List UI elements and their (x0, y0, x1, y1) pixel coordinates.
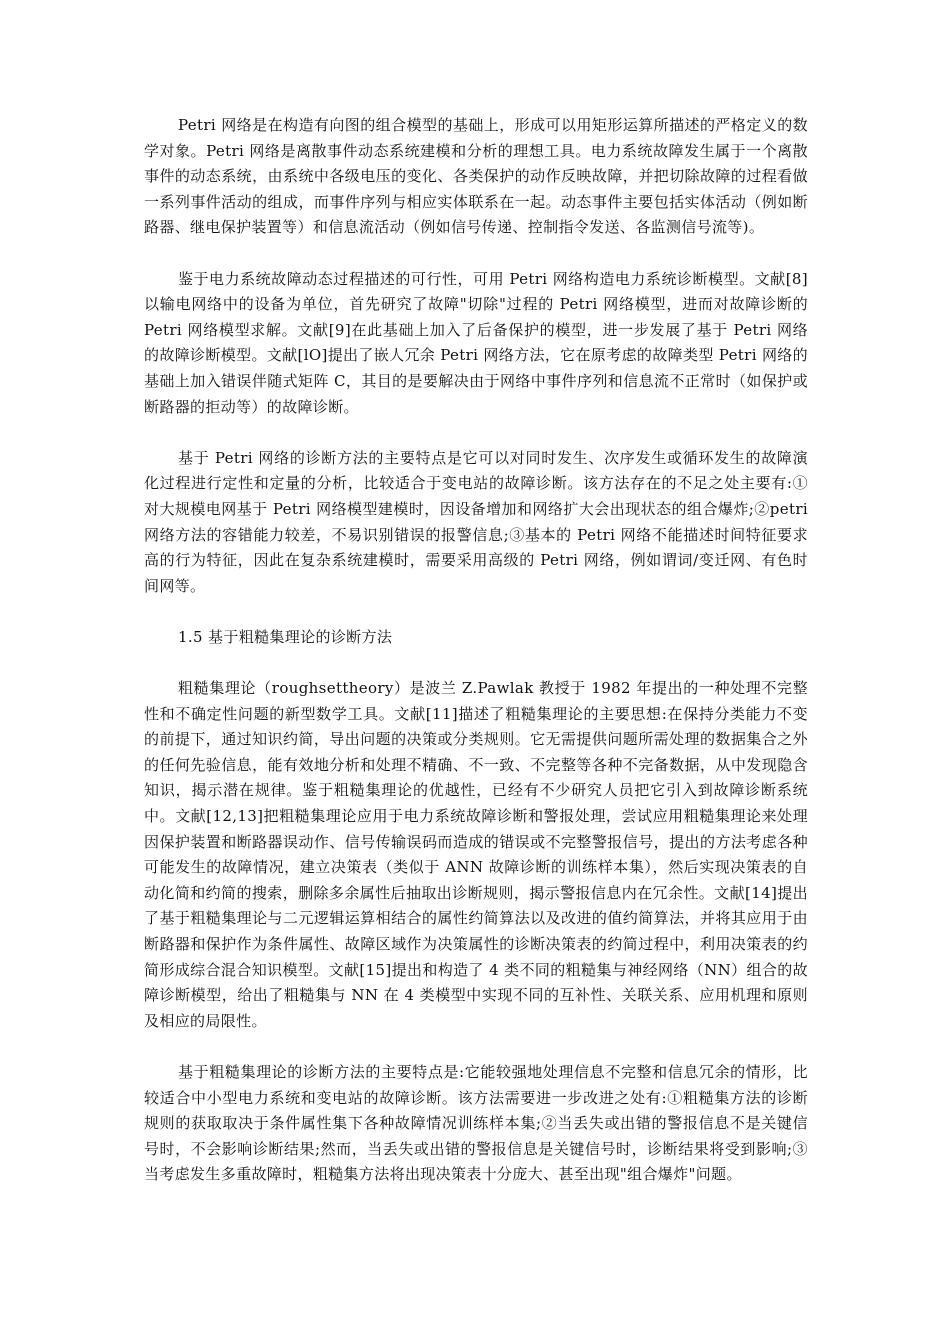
paragraph-petri-features: 基于 Petri 网络的诊断方法的主要特点是它可以对同时发生、次序发生或循环发生的故障演化过程进行定性和定量的分析，比较适合于变电站的故障诊断。该方法存在的不足之处主要有:①对大规模电网基于 Petri 网络模型建模时，因设备增加和网络扩大会出现状态的组合爆炸;②petri 网络方法的容错能力较差，不易识别错误的报警信息;③基本的 Petri 网络不能描述时间特征要求高的行为特征，因此在复杂系统建模时，需要采用高级的 Petri 网络，例如谓词/变迁网、有色时间网等。 (144, 448, 808, 595)
paragraph-petri-definition: Petri 网络是在构造有向图的组合模型的基础上，形成可以用矩形运算所描述的严格定义的数学对象。Petri 网络是离散事件动态系统建模和分析的理想工具。电力系统故障发生属于一个离散事件的动态系统，由系统中各级电压的变化、各类保护的动作反映故障，并把切除故障的过程看做一系列事件活动的组成，而事件序列与相应实体联系在一起。动态事件主要包括实体活动（例如断路器、继电保护装置等）和信息流活动（例如信号传递、控制指令发送、各监测信号流等)。 (144, 116, 808, 237)
section-heading-rough-set: 1.5 基于粗糙集理论的诊断方法 (178, 627, 393, 646)
document-body (144, 113, 808, 1214)
paragraph-petri-literature: 鉴于电力系统故障动态过程描述的可行性，可用 Petri 网络构造电力系统诊断模型。文献[8]以输电网络中的设备为单位，首先研究了故障"切除"过程的 Petri 网络模型，进而对故障诊断的 Petri 网络模型求解。文献[9]在此基础上加入了后备保护的模型，进一步发展了基于 Petri 网络的故障诊断模型。文献[lO]提出了嵌人冗余 Petri 网络方法，它在原考虑的故障类型 Petri 网络的基础上加入错误伴随式矩阵 C，其目的是要解决由于网络中事件序列和信息流不正常时（如保护或断路器的拒动等）的故障诊断。 (144, 269, 809, 416)
paragraph-rough-set-features: 基于粗糙集理论的诊断方法的主要特点是:它能较强地处理信息不完整和信息冗余的情形，比较适合中小型电力系统和变电站的故障诊断。该方法需要进一步改进之处有:①粗糙集方法的诊断规则的获取取决于条件属性集下各种故障情况训练样本集;②当丢失或出错的警报信息不是关键信号时，不会影响诊断结果;然而，当丢失或出错的警报信息是关键信号时，诊断结果将受到影响;③当考虑发生多重故障时，粗糙集方法将出现决策表十分庞大、甚至出现"组合爆炸"问题。 (144, 1062, 808, 1184)
paragraph-rough-set-literature: 粗糙集理论（roughsettheory）是波兰 Z.Pawlak 教授于 1982 年提出的一种处理不完整性和不确定性问题的新型数学工具。文献[11]描述了粗糙集理论的主要思想:在保持分类能力不变的前提下，通过知识约简，导出问题的决策或分类规则。它无需提供问题所需处理的数据集合之外的任何先验信息，能有效地分析和处理不精确、不一致、不完整等各种不完备数据，从中发现隐含知识，揭示潜在规律。鉴于粗糙集理论的优越性，已经有不少研究人员把它引入到故障诊断系统中。文献[12,13]把粗糙集理论应用于电力系统故障诊断和警报处理，尝试应用粗糙集理论来处理因保护装置和断路器误动作、信号传输误码而造成的错误或不完整警报信号，提出的方法考虑各种可能发生的故障情况，建立决策表（类似于 ANN 故障诊断的训练样本集），然后实现决策表的自动化简和约简的搜索，删除多余属性后抽取出诊断规则，揭示警报信息内在冗余性。文献[14]提出了基于粗糙集理论与二元逻辑运算相结合的属性约简算法以及改进的值约简算法，并将其应用于由断路器和保护作为条件属性、故障区域作为决策属性的诊断决策表的约简过程中，利用决策表的约简形成综合混合知识模型。文献[15]提出和构造了 4 类不同的粗糙集与神经网络（NN）组合的故障诊断模型，给出了粗糙集与 NN 在 4 类模型中实现不同的互补性、关联关系、应用机理和原则及相应的局限性。 (144, 679, 808, 1030)
